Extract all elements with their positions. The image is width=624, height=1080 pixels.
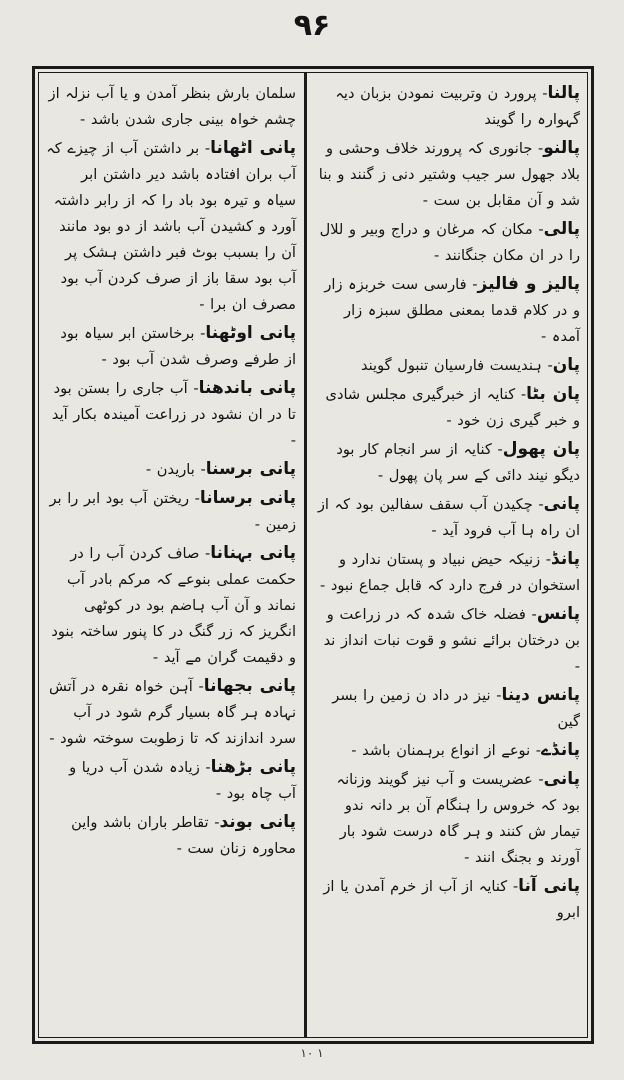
- entry-definition: - چکیدن آب سقف سفالین بود کہ از ان راہ ہا آب فرود آید -: [317, 496, 580, 539]
- entry-definition: - ریختن آب بود ابر را بر زمین -: [49, 490, 296, 533]
- entry-definition: - نوعے از انواع برہمنان باشد -: [351, 742, 542, 759]
- entry-headword: پانی بڑھنا: [210, 757, 296, 777]
- entry-headword: پانڈے: [541, 740, 580, 760]
- entry-definition: - کنایہ از خبرگیری مجلس شادی و خبر گیری زن خود -: [325, 386, 580, 429]
- dictionary-entry: [316, 601, 580, 680]
- entry-definition: - پرورد ن وتربیت نمودن بزبان دیہ گہوارہ را گویند: [335, 85, 580, 128]
- entry-headword: پانی اٹھانا: [210, 138, 296, 158]
- entry-headword: پانس: [536, 604, 580, 624]
- dictionary-entry: [46, 375, 296, 454]
- entry-headword: پالنا: [547, 83, 580, 103]
- entry-headword: پان پھول: [502, 439, 580, 459]
- entry-definition: - فارسی ست خربزہ زار و در کلام قدما بمعنی مطلق سبزہ زار آمدہ -: [324, 276, 580, 345]
- dictionary-entry: [46, 809, 296, 862]
- dictionary-entry: [316, 80, 580, 133]
- dictionary-entry: [316, 546, 580, 599]
- column-divider: [304, 72, 307, 1038]
- entry-headword: پان بٹا: [526, 384, 580, 404]
- dictionary-entry: [46, 320, 296, 373]
- entry-definition: - مکان کہ مرغان و دراج وبیر و للال را در ان مکان جنگانند -: [319, 221, 580, 264]
- entry-headword: پانی باندھنا: [198, 378, 296, 398]
- entry-definition: - بر داشتن آب از چیزے کہ آب بران افتادہ باشد دیر داشتن ابر سیاہ و تیرہ بود باد را کہ از رابر داشتہ آورد و کشیدن آب باشد از دو بود مانند آن را بسبب بوٹ فبر داشتن ہشک پر آب بود سقا باز از صرف کردن آب بود مصرف ان برا -: [46, 140, 296, 313]
- dictionary-entry: [316, 216, 580, 269]
- entry-definition: - تقاطر باران باشد واین محاورہ زنان ست -: [71, 814, 296, 857]
- entry-definition: - آہن خواہ نقرہ در آتش نہادہ ہر گاہ بسیار گرم شود در آب سرد اندازند کہ تا زطوبت سوختہ شود -: [49, 678, 296, 747]
- right-column: [312, 80, 584, 1030]
- entry-headword: پانی آنا: [518, 876, 580, 896]
- entry-definition: - کنایہ از آب از خرم آمدن یا از ابرو: [323, 878, 580, 921]
- entry-definition: - زنیکہ حیض نبیاد و پستان ندارد و استخوان در فرج دارد کہ قابل جماع نبود -: [319, 551, 580, 594]
- entry-headword: پانی اوٹھنا: [205, 323, 296, 343]
- entry-definition: - جانوری کہ پرورند خلاف وحشی و بلاد جھول سر جیب وشتیر دنی ز گنند و بنا شد و آن مقابل بن ست -: [318, 140, 580, 209]
- dictionary-entry: [316, 436, 580, 489]
- entry-definition: - آب جاری را بستن بود تا در ان نشود در زراعت آمیندہ بکار آید -: [51, 380, 296, 449]
- footer-mark: ۱۰ ۱: [300, 1046, 324, 1060]
- entry-definition: - برخاستن ابر سیاہ بود از طرفے وصرف شدن آب بود -: [60, 325, 296, 368]
- entry-definition: - نیز در داد ن زمین را بسر گین: [332, 687, 580, 730]
- dictionary-entry: [46, 540, 296, 671]
- entry-headword: پانی برسنا: [205, 459, 296, 479]
- entry-definition: سلمان بارش بنظر آمدن و یا آب نزلہ از چشم خواہ بینی جاری شدن باشد -: [48, 85, 296, 128]
- entry-definition: - عضریست و آب نیز گویند وزنانہ بود کہ خروس را ہنگام آن بر دانہ ندو تیمار ش کنند و ہر گاہ درست شود بار آورند و بجنگ انند -: [336, 771, 580, 866]
- entry-headword: پالنو: [543, 138, 580, 158]
- dictionary-entry: [46, 754, 296, 807]
- entry-headword: پانی بہنانا: [210, 543, 296, 563]
- entry-headword: پانی برسانا: [199, 488, 296, 508]
- entry-headword: پانی بوند: [219, 812, 296, 832]
- dictionary-entry: [316, 737, 580, 764]
- dictionary-entry: [316, 873, 580, 926]
- dictionary-entry: [316, 135, 580, 214]
- dictionary-entry: [316, 352, 580, 379]
- entry-headword: پانی: [543, 494, 580, 514]
- entry-headword: پان: [552, 355, 580, 375]
- dictionary-entry: [316, 271, 580, 350]
- entry-definition: - صاف کردن آب را در حکمت عملی بنوعے کہ مرکم بادر آب نماند و آن آب ہاضم بود در کوٹھی انگریز کہ زر گنگ در کا پنور ساختہ بنود و دقیمت گران مے آید -: [51, 545, 296, 666]
- dictionary-entry: [46, 80, 296, 133]
- entry-headword: پانی بجھانا: [203, 676, 296, 696]
- dictionary-entry: [46, 673, 296, 752]
- entry-headword: پالی: [543, 219, 580, 239]
- entry-definition: - زیادہ شدن آب دریا و آب چاہ بود -: [69, 759, 296, 802]
- entry-headword: پانس دینا: [501, 685, 580, 705]
- entry-headword: پانڈ: [551, 549, 580, 569]
- dictionary-entry: [316, 682, 580, 735]
- entry-headword: پانی: [543, 769, 580, 789]
- page-number: ۹۶: [293, 8, 331, 43]
- entry-headword: پالیز و فالیز: [477, 274, 580, 294]
- entry-definition: - کنایہ از سر انجام کار بود دیگو نیند دائی کے سر پان پھول -: [336, 441, 580, 484]
- entry-definition: - ہندیست فارسیان تنبول گویند: [360, 357, 553, 374]
- dictionary-entry: [46, 135, 296, 318]
- entry-definition: - باریدن -: [145, 461, 206, 478]
- dictionary-entry: [46, 456, 296, 483]
- left-column: [42, 80, 300, 1030]
- dictionary-entry: [316, 491, 580, 544]
- dictionary-entry: [316, 381, 580, 434]
- entry-definition: - فضلہ خاک شدہ کہ در زراعت و بن درختان برائے نشو و قوت نبات انداز ند -: [323, 606, 580, 675]
- dictionary-entry: [316, 766, 580, 871]
- dictionary-entry: [46, 485, 296, 538]
